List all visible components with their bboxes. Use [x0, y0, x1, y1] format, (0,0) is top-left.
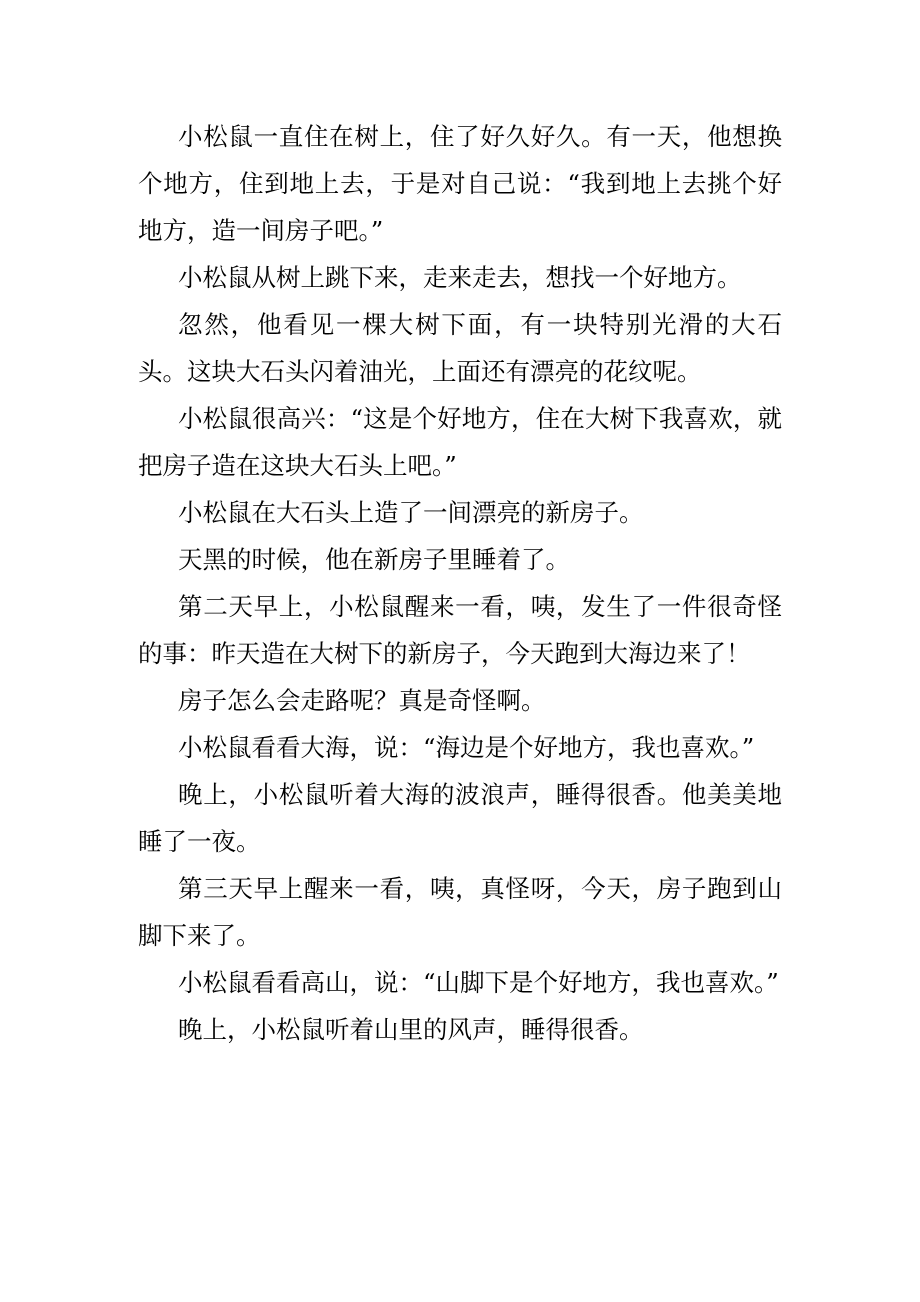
paragraph-10: 晚上，小松鼠听着大海的波浪声，睡得很香。他美美地睡了一夜。	[138, 780, 782, 856]
paragraph-11: 第三天早上醒来一看，咦，真怪呀，今天，房子跑到山脚下来了。	[138, 874, 782, 950]
paragraph-1: 小松鼠一直住在树上，住了好久好久。有一天，他想换个地方，住到地上去，于是对自己说：“我到地上去挑个好地方，造一间房子吧。”	[138, 122, 782, 245]
paragraph-12: 小松鼠看看高山，说：“山脚下是个好地方，我也喜欢。”	[178, 968, 779, 997]
paragraph-4: 小松鼠很高兴：“这是个好地方，住在大树下我喜欢，就把房子造在这块大石头上吧。”	[138, 404, 782, 480]
paragraph-6: 天黑的时候，他在新房子里睡着了。	[178, 545, 570, 574]
paragraph-9: 小松鼠看看大海，说：“海边是个好地方，我也喜欢。”	[178, 733, 755, 762]
paragraph-3: 忽然，他看见一棵大树下面，有一块特别光滑的大石头。这块大石头闪着油光，上面还有漂亮的花纹呢。	[138, 310, 782, 386]
paragraph-7: 第二天早上，小松鼠醒来一看，咦，发生了一件很奇怪的事：昨天造在大树下的新房子，今天跑到大海边来了！	[138, 592, 782, 668]
paragraph-13: 晚上，小松鼠听着山里的风声，睡得很香。	[178, 1015, 644, 1044]
paragraph-2: 小松鼠从树上跳下来，走来走去，想找一个好地方。	[178, 263, 742, 292]
document-body	[138, 113, 782, 1053]
paragraph-5: 小松鼠在大石头上造了一间漂亮的新房子。	[178, 498, 644, 527]
paragraph-8: 房子怎么会走路呢？真是奇怪啊。	[178, 686, 546, 715]
